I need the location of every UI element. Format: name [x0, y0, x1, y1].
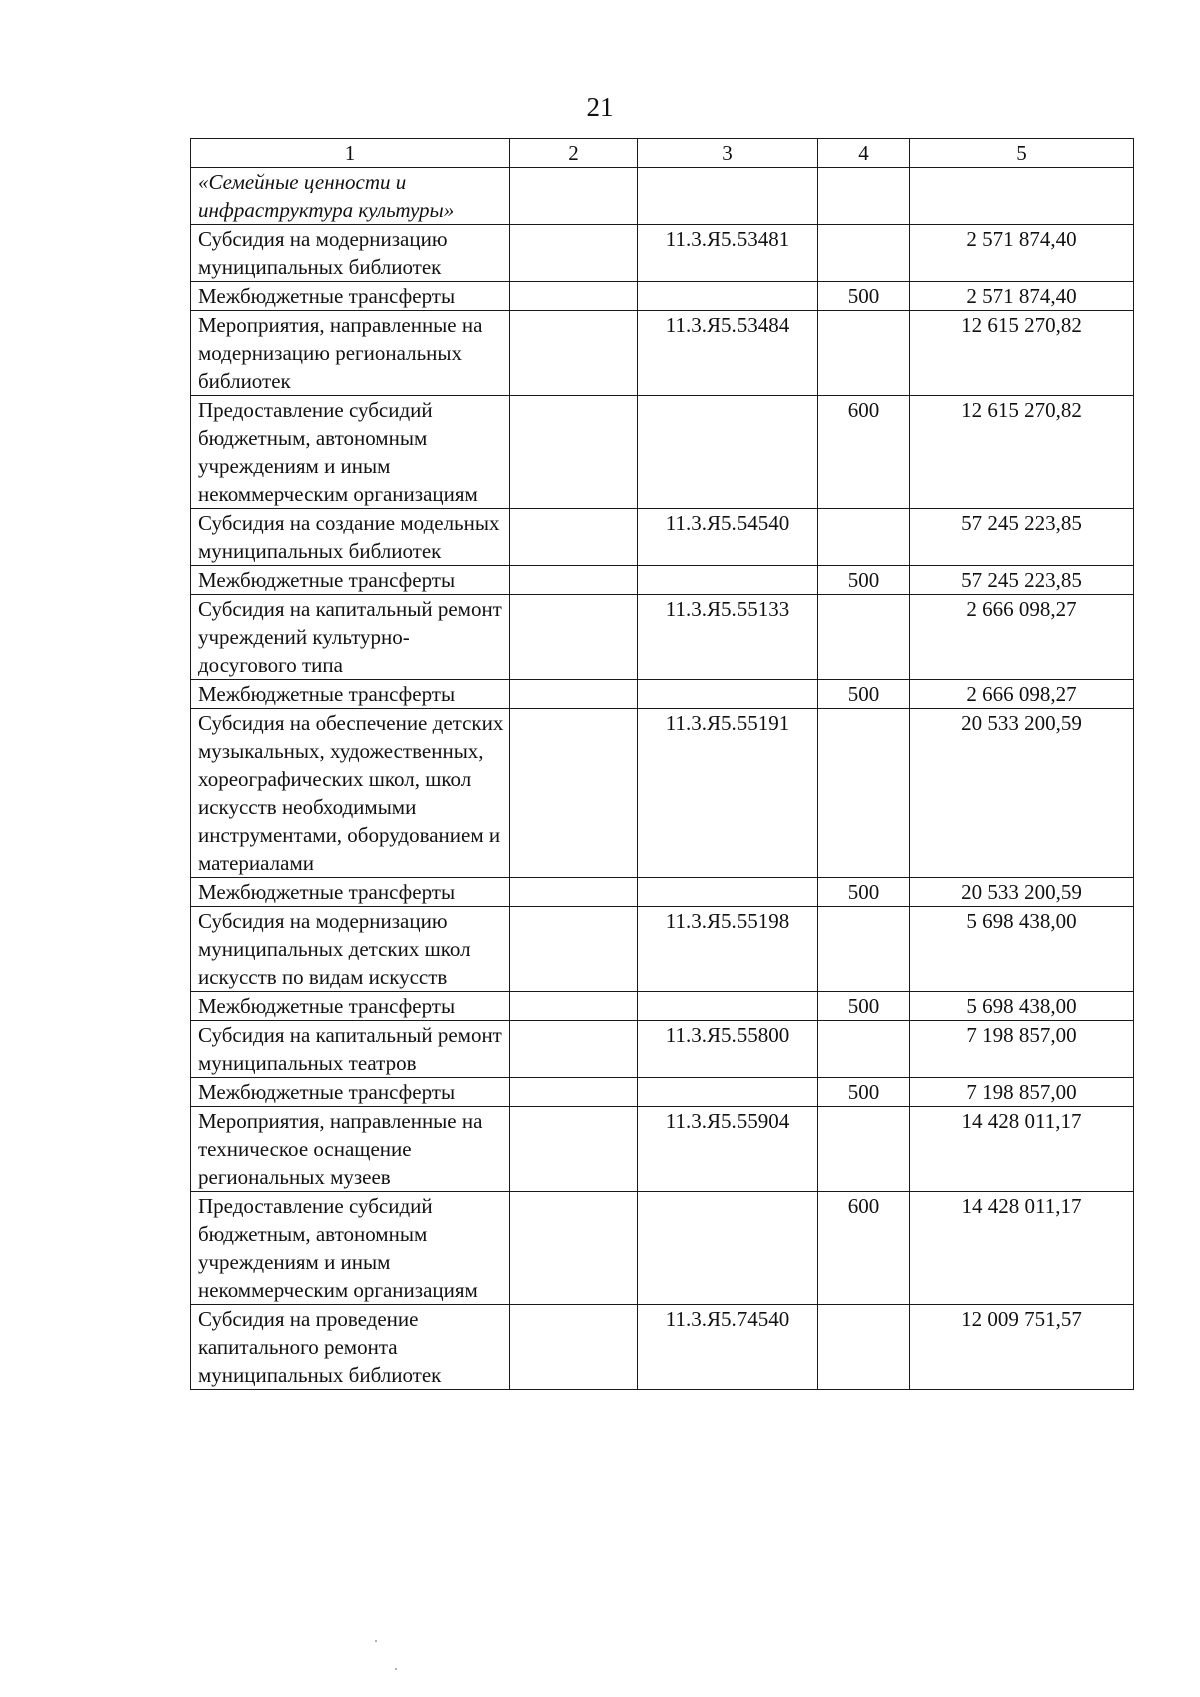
- row-name-cell: Межбюджетные трансферты: [191, 680, 510, 709]
- row-col2-cell: [510, 1192, 638, 1305]
- row-name-cell: Межбюджетные трансферты: [191, 282, 510, 311]
- header-col-1: 1: [191, 139, 510, 168]
- row-amount-cell: 2 666 098,27: [910, 680, 1134, 709]
- row-col2-cell: [510, 595, 638, 680]
- table-row: [191, 1192, 1134, 1305]
- row-kind-cell: 500: [818, 680, 910, 709]
- table-row: [191, 282, 1134, 311]
- header-col-5: 5: [910, 139, 1134, 168]
- row-kind-cell: 500: [818, 1078, 910, 1107]
- table-row: [191, 878, 1134, 907]
- row-col2-cell: [510, 1078, 638, 1107]
- row-code-cell: 11.3.Я5.55904: [638, 1107, 818, 1192]
- row-code-cell: [638, 992, 818, 1021]
- row-name-cell: Субсидия на обеспечение детских музыкальных, художественных, хореографических школ, школ искусств необходимыми инструментами, оборудованием и материалами: [191, 709, 510, 878]
- row-name-cell: Предоставление субсидий бюджетным, автономным учреждениям и иным некоммерческим организациям: [191, 1192, 510, 1305]
- table-row: [191, 566, 1134, 595]
- row-col2-cell: [510, 225, 638, 282]
- row-code-cell: [638, 566, 818, 595]
- row-code-cell: [638, 396, 818, 509]
- row-name-cell: Мероприятия, направленные на техническое оснащение региональных музеев: [191, 1107, 510, 1192]
- row-kind-cell: [818, 509, 910, 566]
- row-amount-cell: 14 428 011,17: [910, 1107, 1134, 1192]
- table-row: [191, 595, 1134, 680]
- header-row: [191, 139, 1134, 168]
- header-col-2: 2: [510, 139, 638, 168]
- row-kind-cell: 500: [818, 282, 910, 311]
- row-col2-cell: [510, 1107, 638, 1192]
- row-name-cell: Межбюджетные трансферты: [191, 566, 510, 595]
- row-col2-cell: [510, 1021, 638, 1078]
- table-row: [191, 680, 1134, 709]
- table-row: [191, 225, 1134, 282]
- table-row: [191, 1107, 1134, 1192]
- row-col2-cell: [510, 992, 638, 1021]
- row-code-cell: 11.3.Я5.55800: [638, 1021, 818, 1078]
- table-body: [191, 168, 1134, 1390]
- scan-speck: [395, 1668, 397, 1670]
- row-amount-cell: 5 698 438,00: [910, 992, 1134, 1021]
- row-col2-cell: [510, 680, 638, 709]
- row-kind-cell: [818, 1021, 910, 1078]
- header-col-4: 4: [818, 139, 910, 168]
- row-amount-cell: 2 571 874,40: [910, 225, 1134, 282]
- row-col2-cell: [510, 509, 638, 566]
- row-col2-cell: [510, 282, 638, 311]
- row-name-cell: Межбюджетные трансферты: [191, 1078, 510, 1107]
- row-col2-cell: [510, 1305, 638, 1390]
- row-code-cell: [638, 878, 818, 907]
- row-amount-cell: [910, 168, 1134, 225]
- row-code-cell: [638, 168, 818, 225]
- table-header: [191, 139, 1134, 168]
- row-col2-cell: [510, 566, 638, 595]
- row-name-cell: Межбюджетные трансферты: [191, 992, 510, 1021]
- row-name-cell: Субсидия на создание модельных муниципальных библиотек: [191, 509, 510, 566]
- row-name-cell: Предоставление субсидий бюджетным, автономным учреждениям и иным некоммерческим организациям: [191, 396, 510, 509]
- row-amount-cell: 57 245 223,85: [910, 566, 1134, 595]
- row-amount-cell: 2 666 098,27: [910, 595, 1134, 680]
- row-code-cell: 11.3.Я5.55191: [638, 709, 818, 878]
- row-amount-cell: 12 615 270,82: [910, 396, 1134, 509]
- row-amount-cell: 5 698 438,00: [910, 907, 1134, 992]
- row-name-cell: Межбюджетные трансферты: [191, 878, 510, 907]
- row-col2-cell: [510, 168, 638, 225]
- row-amount-cell: 2 571 874,40: [910, 282, 1134, 311]
- row-kind-cell: 500: [818, 992, 910, 1021]
- row-kind-cell: [818, 1305, 910, 1390]
- row-code-cell: 11.3.Я5.74540: [638, 1305, 818, 1390]
- row-name-cell: Субсидия на капитальный ремонт учреждений культурно-досугового типа: [191, 595, 510, 680]
- row-code-cell: 11.3.Я5.53481: [638, 225, 818, 282]
- row-code-cell: 11.3.Я5.54540: [638, 509, 818, 566]
- row-col2-cell: [510, 709, 638, 878]
- row-amount-cell: 12 009 751,57: [910, 1305, 1134, 1390]
- page-number: 21: [586, 92, 614, 122]
- row-name-cell: Мероприятия, направленные на модернизацию региональных библиотек: [191, 311, 510, 396]
- table-row: [191, 1305, 1134, 1390]
- row-amount-cell: 57 245 223,85: [910, 509, 1134, 566]
- row-col2-cell: [510, 311, 638, 396]
- row-kind-cell: 500: [818, 878, 910, 907]
- row-name-cell: «Семейные ценности и инфраструктура культуры»: [191, 168, 510, 225]
- row-amount-cell: 20 533 200,59: [910, 709, 1134, 878]
- table-row: [191, 709, 1134, 878]
- row-amount-cell: 7 198 857,00: [910, 1078, 1134, 1107]
- row-kind-cell: 600: [818, 1192, 910, 1305]
- row-amount-cell: 14 428 011,17: [910, 1192, 1134, 1305]
- row-col2-cell: [510, 907, 638, 992]
- row-kind-cell: 600: [818, 396, 910, 509]
- row-code-cell: [638, 680, 818, 709]
- row-kind-cell: [818, 225, 910, 282]
- row-code-cell: [638, 282, 818, 311]
- table-row: [191, 992, 1134, 1021]
- row-kind-cell: [818, 168, 910, 225]
- row-kind-cell: 500: [818, 566, 910, 595]
- row-name-cell: Субсидия на модернизацию муниципальных детских школ искусств по видам искусств: [191, 907, 510, 992]
- row-code-cell: 11.3.Я5.55133: [638, 595, 818, 680]
- row-amount-cell: 20 533 200,59: [910, 878, 1134, 907]
- row-kind-cell: [818, 595, 910, 680]
- row-name-cell: Субсидия на капитальный ремонт муниципальных театров: [191, 1021, 510, 1078]
- row-name-cell: Субсидия на модернизацию муниципальных библиотек: [191, 225, 510, 282]
- table-row: [191, 907, 1134, 992]
- header-col-3: 3: [638, 139, 818, 168]
- row-code-cell: [638, 1078, 818, 1107]
- row-col2-cell: [510, 878, 638, 907]
- row-code-cell: [638, 1192, 818, 1305]
- row-amount-cell: 12 615 270,82: [910, 311, 1134, 396]
- scan-speck: [375, 1640, 377, 1642]
- row-kind-cell: [818, 907, 910, 992]
- row-kind-cell: [818, 311, 910, 396]
- row-name-cell: Субсидия на проведение капитального ремонта муниципальных библиотек: [191, 1305, 510, 1390]
- row-kind-cell: [818, 1107, 910, 1192]
- table-row: [191, 509, 1134, 566]
- row-code-cell: 11.3.Я5.55198: [638, 907, 818, 992]
- table-row: [191, 1021, 1134, 1078]
- budget-table: [190, 138, 1134, 1390]
- table-row: [191, 311, 1134, 396]
- row-code-cell: 11.3.Я5.53484: [638, 311, 818, 396]
- table-row: [191, 1078, 1134, 1107]
- table-row: [191, 396, 1134, 509]
- row-amount-cell: 7 198 857,00: [910, 1021, 1134, 1078]
- row-col2-cell: [510, 396, 638, 509]
- table-row: [191, 168, 1134, 225]
- row-kind-cell: [818, 709, 910, 878]
